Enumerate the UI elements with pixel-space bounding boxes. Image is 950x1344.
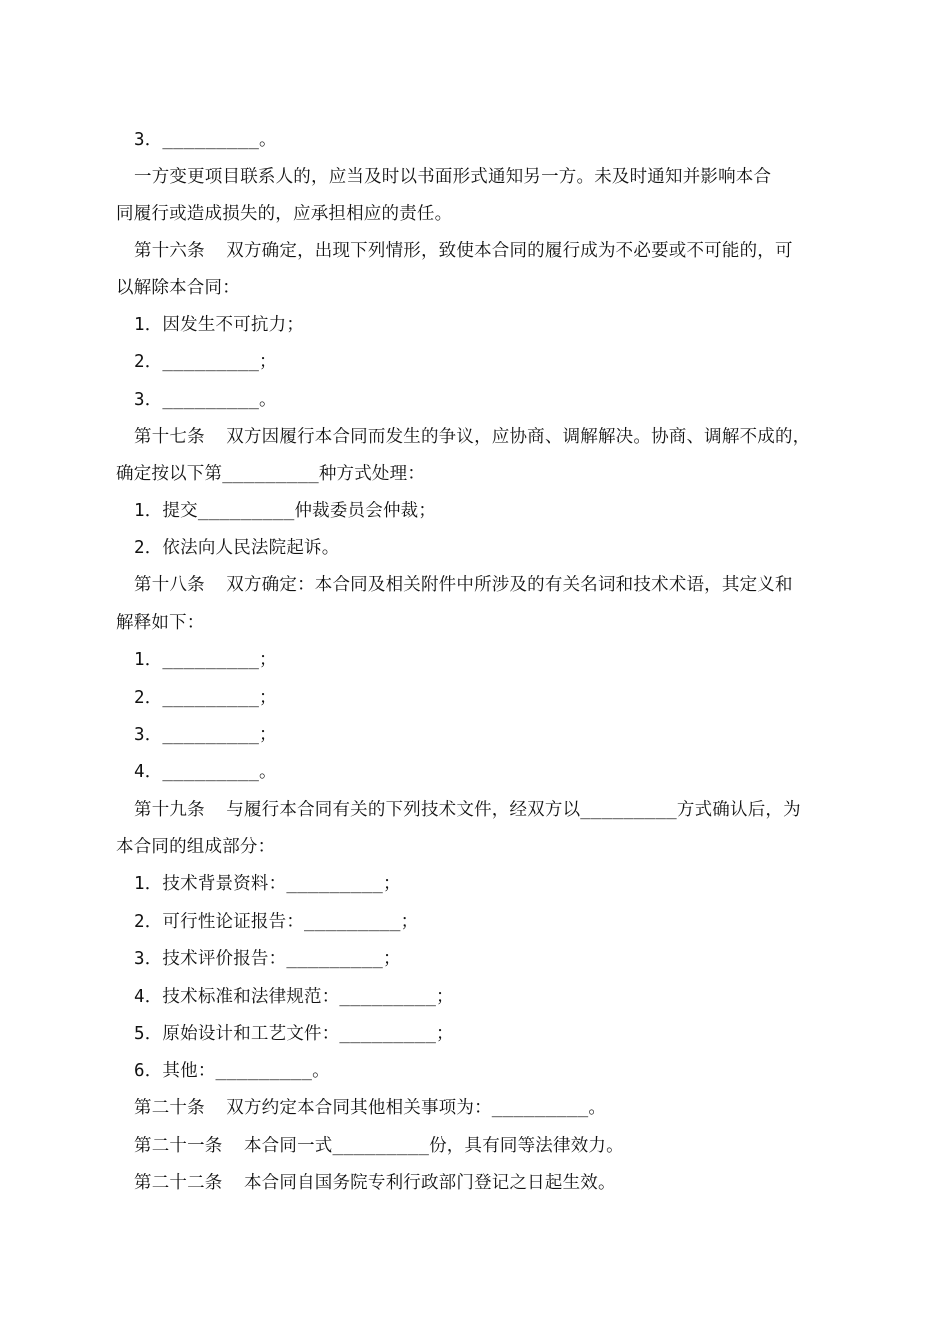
list-item: 2．_________； bbox=[134, 688, 277, 708]
list-item: 6．其他：_________。 bbox=[134, 1061, 330, 1081]
list-item: 2．依法向人民法院起诉。 bbox=[134, 538, 340, 558]
list-item: 1．因发生不可抗力； bbox=[134, 315, 305, 335]
list-item: 4．_________。 bbox=[134, 762, 277, 782]
paragraph-line: 解释如下： bbox=[116, 613, 205, 633]
list-item: 3．_________。 bbox=[134, 390, 277, 410]
clause-20-line: 第二十条 双方约定本合同其他相关事项为：_________。 bbox=[134, 1098, 607, 1118]
list-item: 2．_________； bbox=[134, 352, 277, 372]
paragraph-line: 本合同的组成部分： bbox=[116, 837, 276, 857]
list-item: 2．可行性论证报告：_________； bbox=[134, 912, 419, 932]
clause-22-line: 第二十二条 本合同自国务院专利行政部门登记之日起生效。 bbox=[134, 1173, 616, 1193]
paragraph-line: 一方变更项目联系人的，应当及时以书面形式通知另一方。未及时通知并影响本合 bbox=[134, 167, 772, 187]
list-item: 1．_________； bbox=[134, 650, 277, 670]
list-item: 3．_________； bbox=[134, 725, 277, 745]
clause-18-heading-line: 第十八条 双方确定：本合同及相关附件中所涉及的有关名词和技术术语，其定义和 bbox=[134, 575, 793, 595]
list-item: 4．技术标准和法律规范：_________； bbox=[134, 987, 454, 1007]
list-item: 3．技术评价报告：_________； bbox=[134, 949, 401, 969]
paragraph-line: 确定按以下第_________种方式处理： bbox=[116, 464, 426, 484]
list-item: 3．_________。 bbox=[134, 130, 277, 150]
list-item: 5．原始设计和工艺文件：_________； bbox=[134, 1024, 454, 1044]
clause-19-heading-line: 第十九条 与履行本合同有关的下列技术文件，经双方以_________方式确认后，为 bbox=[134, 800, 801, 820]
paragraph-line: 以解除本合同： bbox=[116, 278, 240, 298]
paragraph-line: 同履行或造成损失的，应承担相应的责任。 bbox=[116, 204, 453, 224]
clause-21-line: 第二十一条 本合同一式_________份，具有同等法律效力。 bbox=[134, 1136, 624, 1156]
list-item: 1．技术背景资料：_________； bbox=[134, 874, 401, 894]
list-item: 1．提交_________仲裁委员会仲裁； bbox=[134, 501, 437, 521]
clause-17-heading-line: 第十七条 双方因履行本合同而发生的争议，应协商、调解解决。协商、调解不成的， bbox=[134, 427, 811, 447]
clause-16-heading-line: 第十六条 双方确定，出现下列情形，致使本合同的履行成为不必要或不可能的，可 bbox=[134, 241, 793, 261]
